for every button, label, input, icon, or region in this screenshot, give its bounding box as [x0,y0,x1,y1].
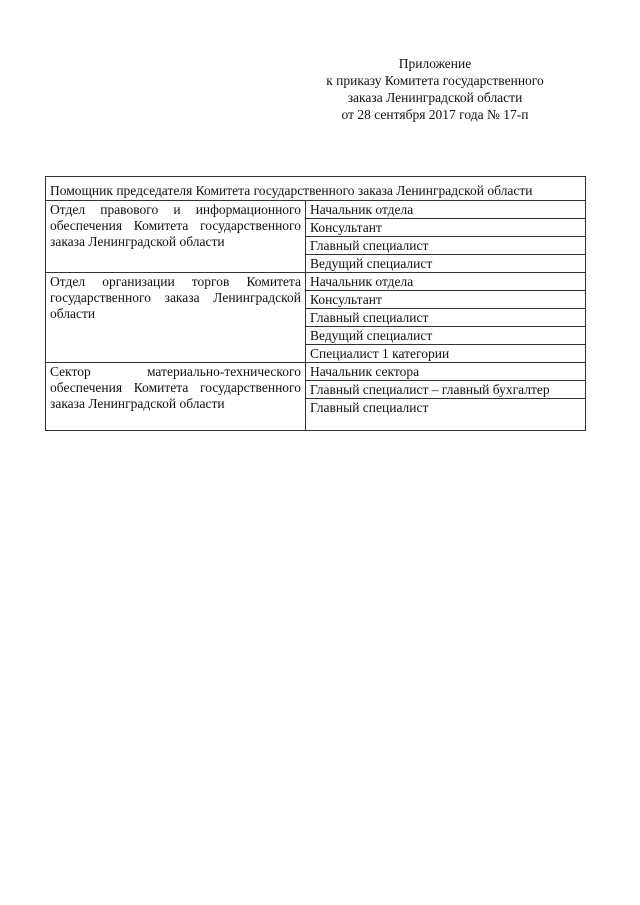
position-cell: Ведущий специалист [306,327,586,345]
position-cell: Главный специалист [306,237,586,255]
position-cell: Специалист 1 категории [306,345,586,363]
position-cell: Начальник отдела [306,201,586,219]
staff-positions-table [45,176,586,431]
header-line-2: к приказу Комитета государственного [326,73,544,88]
position-cell: Главный специалист [306,399,586,431]
table-row [46,201,586,219]
position-cell: Начальник сектора [306,363,586,381]
assistant-chairman-cell: Помощник председателя Комитета государственного заказа Ленинградской области [46,177,586,201]
appendix-header [280,55,590,123]
table-row [46,177,586,201]
table-row [46,363,586,381]
header-line-1: Приложение [398,56,472,71]
department-cell: Сектор материально-технического обеспечения Комитета государственного заказа Ленинградской области [46,363,306,431]
position-cell: Главный специалист – главный бухгалтер [306,381,586,399]
position-cell: Начальник отдела [306,273,586,291]
table-row [46,273,586,291]
position-cell: Ведущий специалист [306,255,586,273]
header-line-4: от 28 сентября 2017 года № 17-п [341,107,529,122]
department-cell: Отдел правового и информационного обеспечения Комитета государственного заказа Ленинградской области [46,201,306,273]
position-cell: Консультант [306,291,586,309]
department-cell: Отдел организации торгов Комитета государственного заказа Ленинградской области [46,273,306,363]
position-cell: Главный специалист [306,309,586,327]
position-cell: Консультант [306,219,586,237]
header-line-3: заказа Ленинградской области [347,90,523,105]
